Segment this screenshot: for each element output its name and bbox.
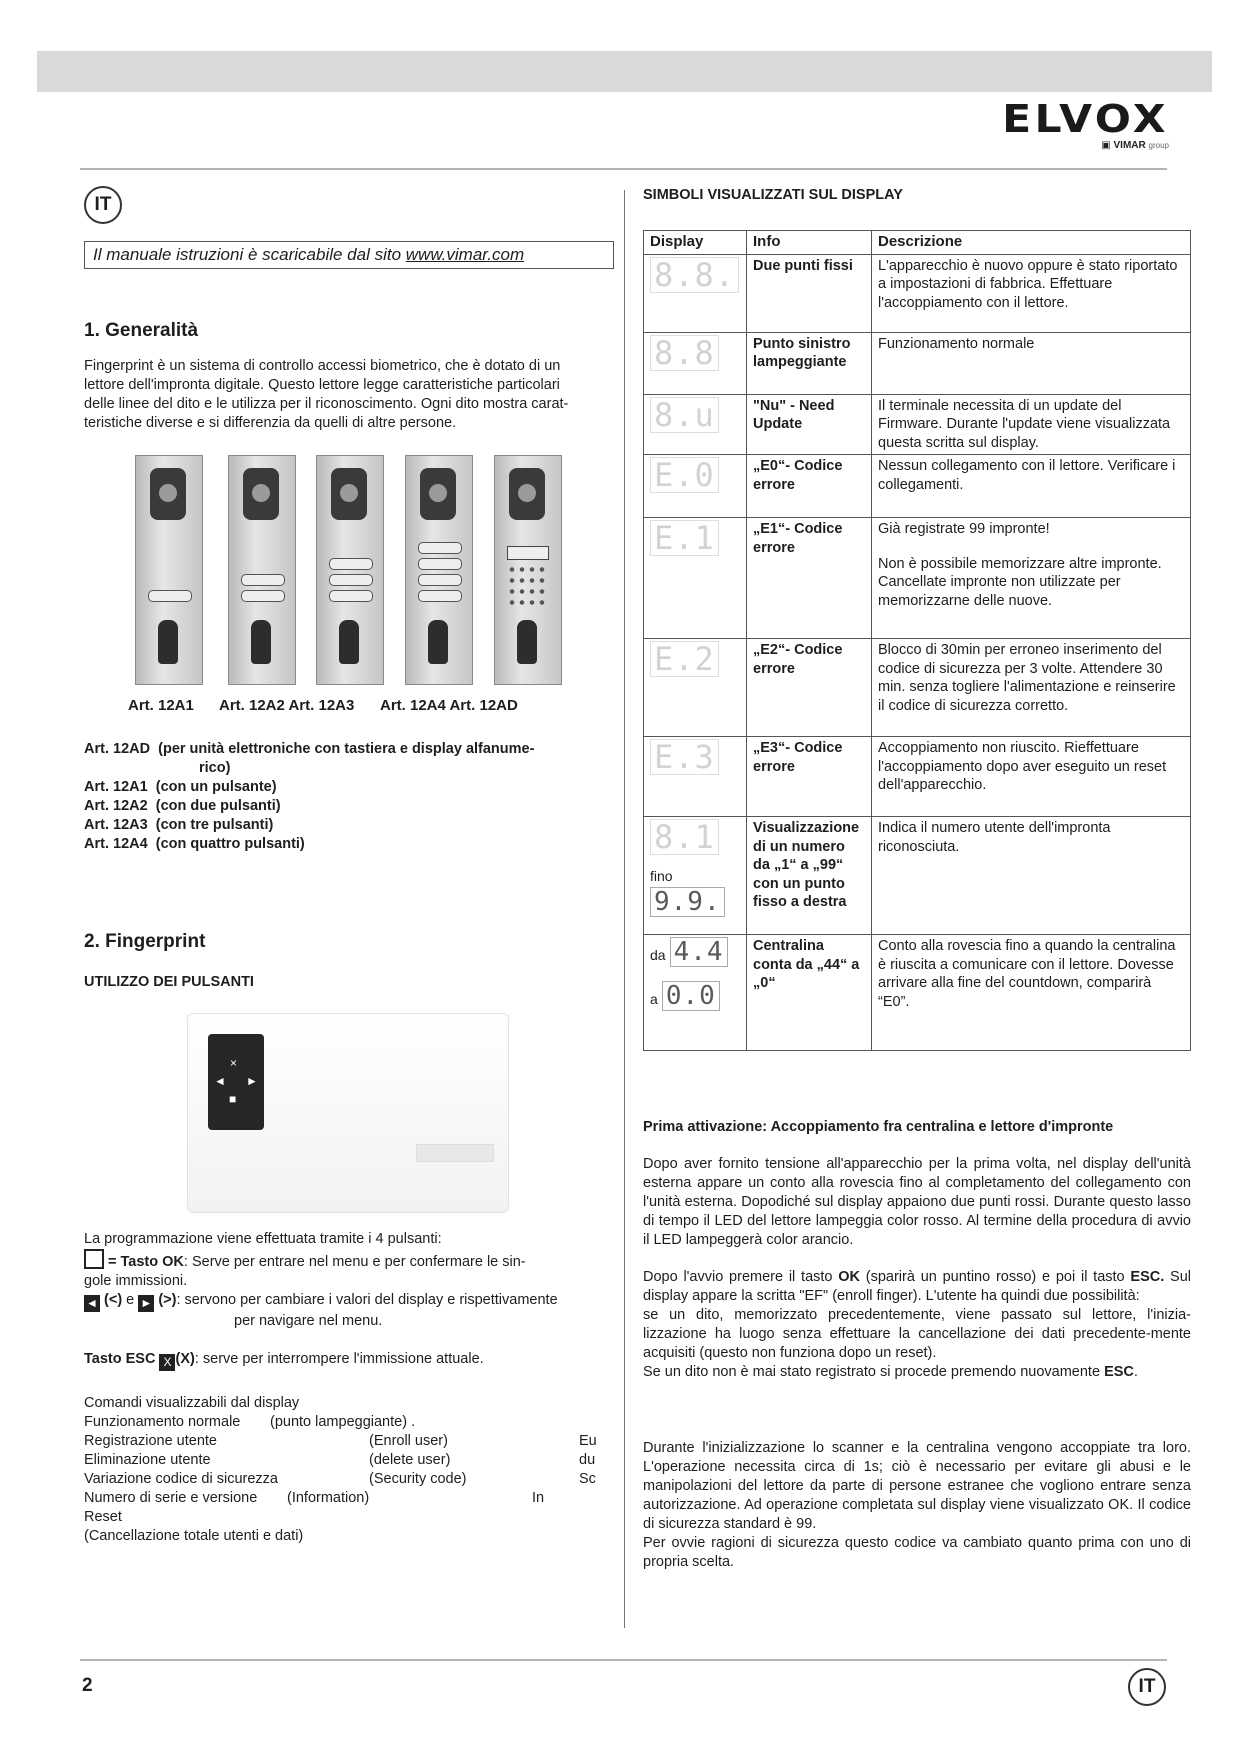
first-activation-para-1: Dopo aver fornito tensione all'apparecchio per la prima volta, nel display dell'unità esterna appare un conto alla rovescia fino al completamento del collegamento con l'unità esterna. Dopodiché sul display appaiono due punti rossi. Durante questo lasso di tempo il LED del lettore lampeggia color rosso. Al termine della procedura di avvio il LED lampeggerà color arancio.: [643, 1156, 1191, 1248]
keypad-illustration: [187, 1013, 509, 1213]
display-symbols-table: [643, 230, 1191, 1051]
display-glyph: 8.1: [650, 819, 719, 855]
display-glyph: E.1: [650, 520, 719, 556]
left-key-icon: ◄: [214, 1074, 226, 1088]
display-glyph: E.3: [650, 739, 719, 775]
page-number: 2: [82, 1675, 93, 1696]
esc-description: Tasto ESC X (X): serve per interrompere l'immissione attuale.: [84, 1351, 484, 1369]
footer-language-badge: IT: [1128, 1668, 1166, 1706]
display-glyph: 9.9.: [650, 887, 725, 917]
devices-illustration: [130, 455, 560, 685]
caption-12a2-12a3: Art. 12A2 Art. 12A3: [219, 697, 355, 714]
language-badge: IT: [84, 186, 122, 224]
table-title: SIMBOLI VISUALIZZATI SUL DISPLAY: [643, 187, 903, 203]
header-bar: [37, 51, 1212, 92]
caption-12a4-12ad: Art. 12A4 Art. 12AD: [380, 697, 518, 714]
vimar-link[interactable]: www.vimar.com: [405, 245, 525, 264]
header-divider: [80, 168, 1167, 170]
section-2-title: 2. Fingerprint: [84, 931, 206, 952]
ok-key-icon: ■: [229, 1092, 237, 1106]
esc-x-icon: X: [159, 1354, 175, 1371]
section-1-text: Fingerprint è un sistema di controllo accessi biometrico, che è dotato di un lettore dell'impronta digitale. Questo lettore legge caratteristiche particolari delle linee del dito e le utilizza per il riconoscimento. Ogni dito mostra carat- teristiche diverse e si differenzia da quelli di altre persone.: [84, 358, 569, 431]
first-activation-para-2: Dopo l'avvio premere il tasto OK (sparirà un puntino rosso) e poi il tasto ESC. Sul display appare la scritta "EF" (enroll finger). L'utente ha quindi due possibilità: se un dito, memorizzato precedentemente, viene passato sul lettore, l'inizia-lizzazione ha luogo senza effettuare la cancellazione dei dati precedente-mente acquisiti (questo non funziona dopo un reset). Se un dito non è mai stato registrato si procede premendo nuovamente ESC.: [643, 1269, 1191, 1380]
caption-12a1: Art. 12A1: [128, 697, 194, 714]
display-glyph: 8.u: [650, 397, 719, 433]
column-divider: [624, 190, 625, 1628]
display-glyph: 8.8.: [650, 257, 739, 293]
device-12a3: [316, 455, 384, 685]
table-row: E.1 „E1“- Codice errore Già registrate 99 impronte! Non è possibile memorizzare altre impronte. Cancellate impronte non utilizzate per memorizzarne delle nuove.: [644, 518, 1191, 639]
table-header-row: Display Info Descrizione: [644, 231, 1191, 255]
logo-subbrand: ▣ VIMAR group: [1101, 140, 1169, 151]
left-arrow-icon: ◄: [84, 1295, 100, 1312]
table-row: 8.8. Due punti fissi L'apparecchio è nuovo oppure è stato riportato a impostazioni di fabbrica. Effettuare l'accoppiamento con il lettore.: [644, 254, 1191, 332]
right-key-icon: ►: [246, 1074, 258, 1088]
buttons-description: La programmazione viene effettuata tramite i 4 pulsanti: = Tasto OK: Serve per entrare nel menu e per confermare le sin- gole immissioni. ◄ (<) e ► (>): servono per cambiare i valori del display e rispettivamente per navigare nel menu.: [84, 1231, 558, 1329]
device-12a1: [135, 455, 203, 685]
display-glyph: 4.4: [670, 937, 728, 967]
table-row: E.3 „E3“- Codice errore Accoppiamento non riuscito. Rieffettuare l'accoppiamento dopo aver eseguito un reset dell'apparecchio.: [644, 737, 1191, 817]
display-glyph: 8.8: [650, 335, 719, 371]
display-glyph: E.0: [650, 457, 719, 493]
device-12a2: [228, 455, 296, 685]
article-list: Art. 12AD (per unità elettroniche con tastiera e display alfanume- rico) Art. 12A1 (con un pulsante) Art. 12A2 (con due pulsanti) Art. 12A3 (con tre pulsanti) Art. 12A4 (con quattro pulsanti): [84, 741, 535, 852]
table-row: E.2 „E2“- Codice errore Blocco di 30min per erroneo inserimento del codice di sicurezza per 3 volte. Attendere 30 min. senza togliere l'alimentazione e reinserire il codice di sicurezza corretto.: [644, 639, 1191, 737]
table-row: da 4.4 a 0.0 Centralina conta da „44“ a „0“ Conto alla rovescia fino a quando la centralina è riuscita a comunicare con il lettore. Dovesse arrivare alla fine del countdown, comparirà “E0”.: [644, 935, 1191, 1051]
footer-divider: [80, 1659, 1167, 1661]
table-row: E.0 „E0“- Codice errore Nessun collegamento con il lettore. Verificare i collegamenti.: [644, 455, 1191, 518]
table-row: 8.1 fino 9.9. Visualizzazione di un numero da „1“ a „99“ con un punto fisso a destra Indica il numero utente dell'impronta riconosciuta.: [644, 817, 1191, 935]
keypad-label-plate: [416, 1144, 494, 1162]
section-1-title: 1. Generalità: [84, 320, 199, 341]
download-note: Il manuale istruzioni è scaricabile dal sito www.vimar.com: [84, 241, 614, 269]
first-activation-title: Prima attivazione: Accoppiamento fra centralina e lettore d'impronte: [643, 1119, 1114, 1135]
section-2-subtitle: UTILIZZO DEI PULSANTI: [84, 974, 254, 990]
table-row: 8.u "Nu" - Need Update Il terminale necessita di un update del Firmware. Durante l'update viene visualizzata questa scritta sul display.: [644, 394, 1191, 455]
esc-key-icon: ×: [230, 1056, 238, 1070]
ok-square-icon: [84, 1249, 104, 1269]
right-arrow-icon: ►: [138, 1295, 154, 1312]
vimar-icon: ▣: [1101, 140, 1114, 151]
display-glyph: E.2: [650, 641, 719, 677]
logo-text: ELVOX: [1002, 97, 1169, 141]
table-row: 8.8 Punto sinistro lampeggiante Funzionamento normale: [644, 332, 1191, 394]
display-glyph: 0.0: [662, 981, 720, 1011]
commands-list: Comandi visualizzabili dal display Funzionamento normale (punto lampeggiante) . Registrazione utente (Enroll user) Eu Eliminazione utente (delete user) du Variazione codice di sicurezza (Security code) Sc Numero di serie e versione (Information) In Reset (Cancellazione totale utenti e dati): [84, 1395, 597, 1544]
elvox-logo: [1002, 97, 1169, 151]
device-12ad: [494, 455, 562, 685]
first-activation-para-3: Durante l'inizializzazione lo scanner e la centralina vengono accoppiate tra loro. L'operazione necessita circa di 1s; ciò è necessario per evitare gli abusi e le manipolazioni del lettore da parte di persone estranee che vogliono entrare senza autorizzazione. Ad operazione completata sul display viene visualizzato OK. Il codice di sicurezza standard è 99. Per ovvie ragioni di sicurezza questo codice va cambiato quanto prima con uno di propria scelta.: [643, 1440, 1191, 1570]
device-12a4: [405, 455, 473, 685]
keypad-control: [208, 1034, 264, 1130]
